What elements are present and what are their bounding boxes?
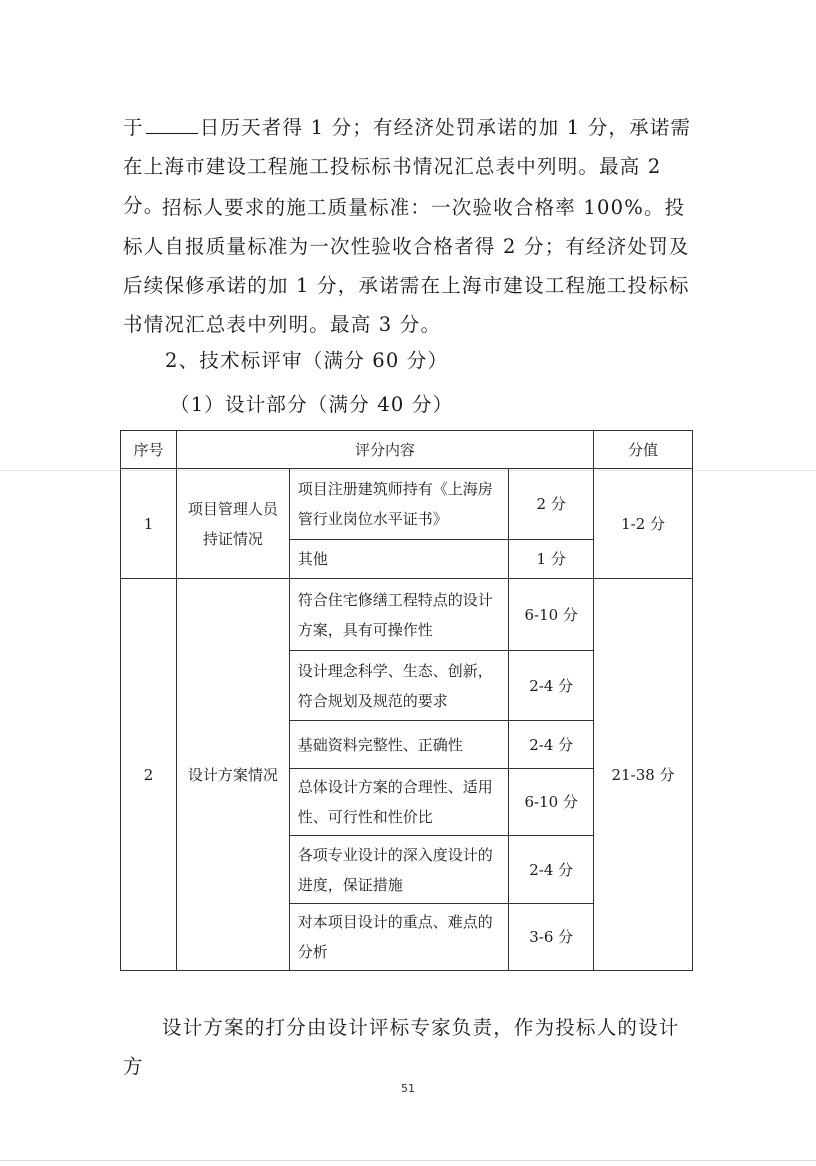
subsection-heading: （1）设计部分（满分 40 分） [170, 393, 454, 416]
item-text: 基础资料完整性、正确性 [289, 721, 509, 769]
fill-in-blank [146, 115, 198, 134]
item-text: 项目注册建筑师持有《上海房管行业岗位水平证书》 [289, 469, 509, 540]
scan-artifact-line [0, 1160, 816, 1161]
item-text: 其他 [289, 540, 509, 579]
row-category: 项目管理人员持证情况 [176, 469, 289, 579]
item-score: 2 分 [509, 469, 594, 540]
header-score: 分值 [594, 431, 693, 469]
scoring-table [120, 430, 693, 971]
item-text: 对本项目设计的重点、难点的分析 [289, 904, 509, 971]
table-header-row [121, 431, 693, 469]
row-score-range: 1-2 分 [594, 469, 693, 579]
item-score: 6-10 分 [509, 579, 594, 651]
paragraph-prefix: 于 [123, 116, 144, 139]
item-score: 6-10 分 [509, 769, 594, 836]
section-heading: 2、技术标评审（满分 60 分） [165, 349, 449, 372]
item-score: 2-4 分 [509, 836, 594, 904]
paragraph-text: 日历天者得 1 分；有经济处罚承诺的加 1 分，承诺需在上海市建设工程施工投标标书情况汇总表中列明。最高 2 分。 [123, 116, 692, 217]
item-text: 设计理念科学、生态、创新，符合规划及规范的要求 [289, 651, 509, 721]
row-number: 1 [121, 469, 177, 579]
item-score: 1 分 [509, 540, 594, 579]
table-row [121, 579, 693, 651]
paragraph-quality: 招标人要求的施工质量标准：一次验收合格率 100%。投标人自报质量标准为一次性验收合格者得 2 分；有经济处罚及后续保修承诺的加 1 分，承诺需在上海市建设工程施工投标标书情况汇总表中列明。最高 3 分。 [123, 196, 690, 336]
row-number: 2 [121, 579, 177, 971]
item-text: 符合住宅修缮工程特点的设计方案，具有可操作性 [289, 579, 509, 651]
item-text: 总体设计方案的合理性、适用性、可行性和性价比 [289, 769, 509, 836]
item-text: 各项专业设计的深入度设计的进度，保证措施 [289, 836, 509, 904]
item-score: 3-6 分 [509, 904, 594, 971]
table-row [121, 469, 693, 540]
header-content: 评分内容 [176, 431, 593, 469]
page-number: 51 [401, 1082, 415, 1095]
item-score: 2-4 分 [509, 721, 594, 769]
row-category: 设计方案情况 [176, 579, 289, 971]
paragraph-closing: 设计方案的打分由设计评标专家负责，作为投标人的设计方 [123, 1016, 680, 1078]
header-no: 序号 [121, 431, 177, 469]
item-score: 2-4 分 [509, 651, 594, 721]
row-score-range: 21-38 分 [594, 579, 693, 971]
